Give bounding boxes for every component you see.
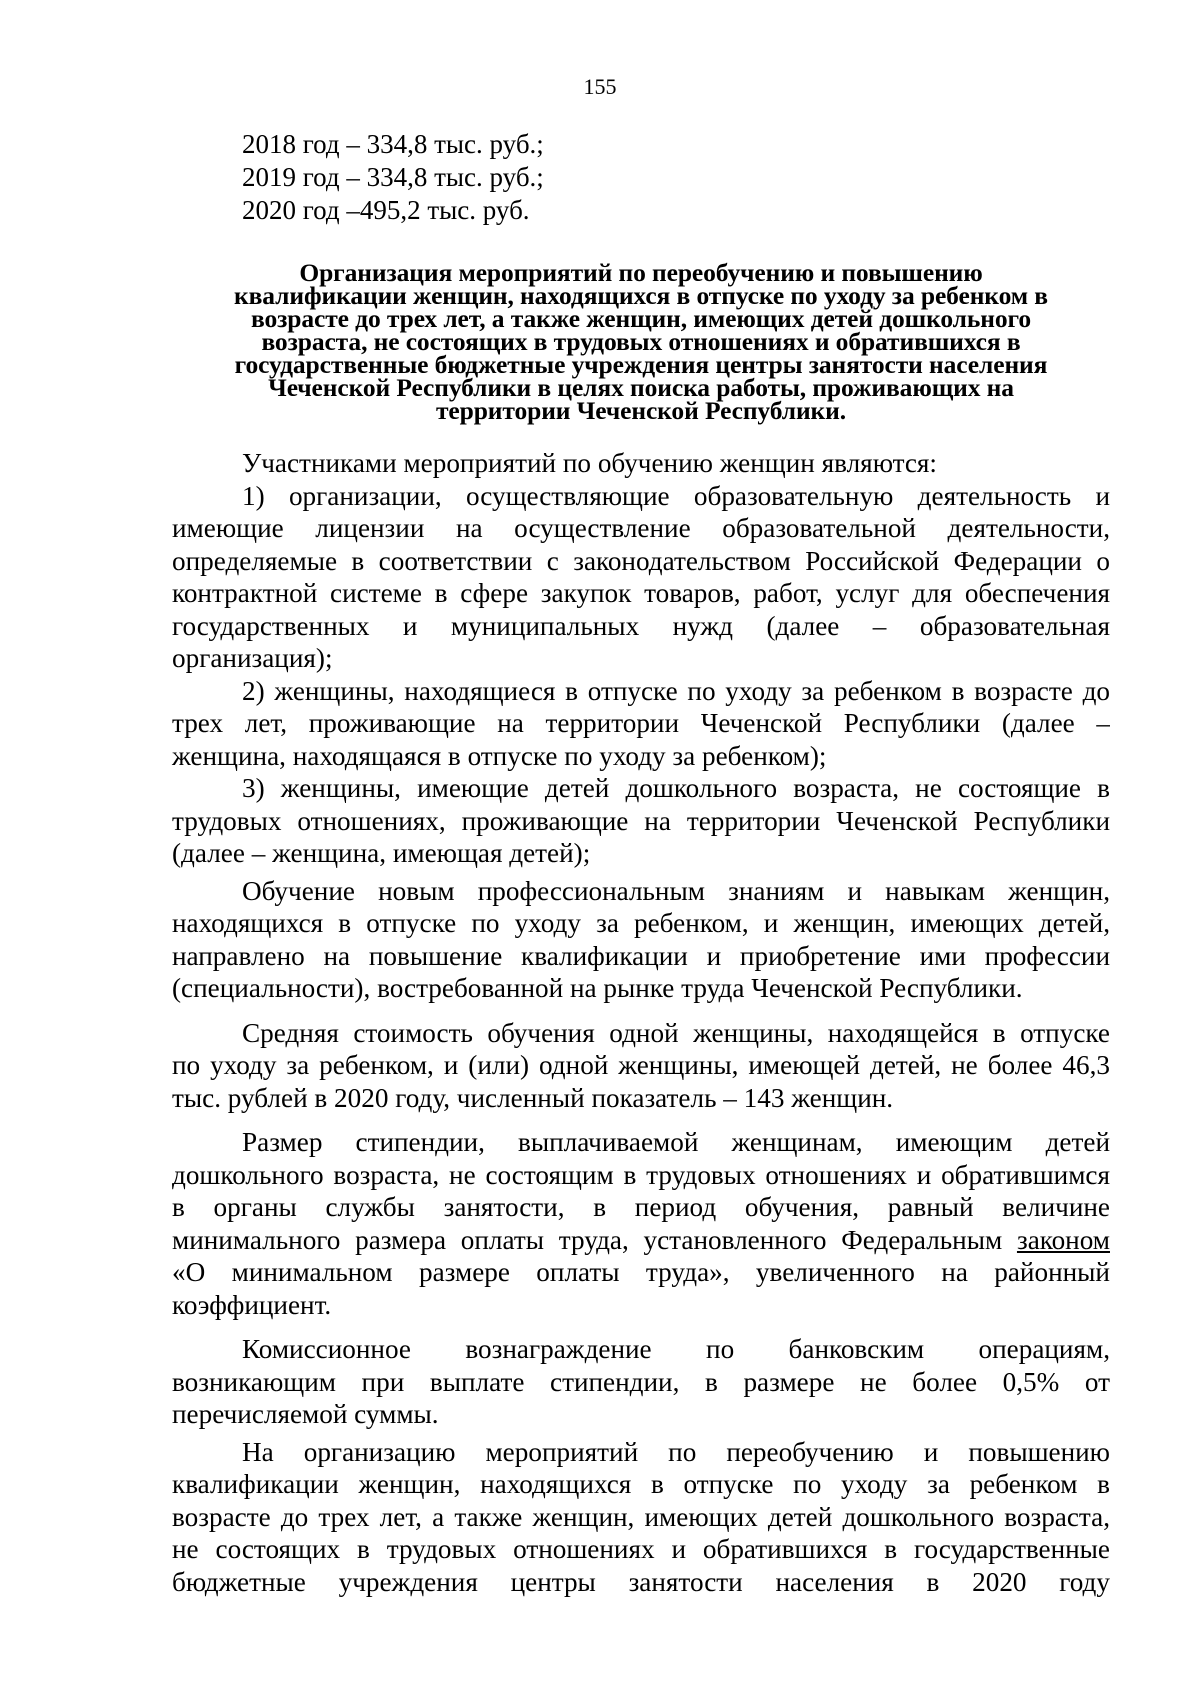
section-title-line: Чеченской Республики в целях поиска работы, проживающих на [268, 373, 1014, 402]
paragraph-line: бюджетные учреждения центры занятости населения в 2020 году [172, 1566, 1110, 1597]
paragraph-line: 1) организации, осуществляющие образовательную деятельность и [242, 480, 1110, 511]
stipend-paragraph [172, 1126, 1110, 1321]
section-title-line: Организация мероприятий по переобучению и повышению [299, 258, 983, 287]
commission-paragraph [172, 1333, 1110, 1431]
paragraph-line: квалификации женщин, находящихся в отпуске по уходу за ребенком в [172, 1469, 1110, 1499]
paragraph-line: «О минимальном размере оплаты труда», увеличенного на районный [172, 1257, 1110, 1287]
paragraph-line: трудовых отношениях, проживающие на территории Чеченской Республики [172, 805, 1110, 836]
federal-law-link[interactable]: законом [1016, 1224, 1110, 1255]
training-paragraph [172, 875, 1110, 1005]
paragraph-line: (далее – женщина, имеющая детей); [172, 838, 591, 868]
cost-paragraph [172, 1017, 1110, 1115]
budget-line-2018: 2018 год – 334,8 тыс. руб.; [242, 129, 544, 159]
paragraph-line: Средняя стоимость обучения одной женщины, находящейся в отпуске [242, 1017, 1110, 1048]
body-text [172, 447, 1110, 1598]
budget-list [242, 128, 544, 227]
paragraph-line: Комиссионное вознаграждение по банковским операциям, [242, 1334, 1110, 1364]
section-title [172, 258, 1110, 425]
participant-item-1 [172, 480, 1110, 675]
intro-paragraph [172, 447, 1110, 480]
paragraph-line: трех лет, проживающие на территории Чеченской Республики (далее – [172, 708, 1110, 738]
budget-line-2020: 2020 год –495,2 тыс. руб. [242, 195, 530, 225]
paragraph-line: женщина, находящаяся в отпуске по уходу за ребенком); [172, 740, 827, 771]
section-title-line: квалификации женщин, находящихся в отпуске по уходу за ребенком в [234, 281, 1048, 310]
paragraph-line: определяемые в соответствии с законодательством Российской Федерации о [172, 545, 1110, 576]
paragraph-line: Обучение новым профессиональным знаниям и навыкам женщин, [242, 875, 1110, 906]
paragraph-line: направлено на повышение квалификации и приобретение ими профессии [172, 940, 1110, 971]
paragraph-line: возникающим при выплате стипендии, в размере не более 0,5% от [172, 1366, 1110, 1397]
paragraph-line: в органы службы занятости, в период обучения, равный величине [172, 1192, 1110, 1222]
intro-line: Участниками мероприятий по обучению женщин являются: [242, 448, 937, 478]
paragraph-line: Размер стипендии, выплачиваемой женщинам, имеющим детей [242, 1127, 1110, 1157]
stipend-line-text: минимального размера оплаты труда, установленного Федеральным [172, 1224, 1003, 1255]
paragraph-line: по уходу за ребенком, и (или) одной женщины, имеющей детей, не более 46,3 [172, 1050, 1110, 1080]
paragraph-line: коэффициент. [172, 1289, 332, 1320]
paragraph-line: дошкольного возраста, не состоящим в трудовых отношениях и обратившимся [172, 1159, 1110, 1190]
section-title-line: государственные бюджетные учреждения центры занятости населения [234, 350, 1048, 379]
paragraph-line: 2) женщины, находящиеся в отпуске по уходу за ребенком в возрасте до [242, 675, 1110, 706]
participant-item-2 [172, 675, 1110, 773]
paragraph-line: тыс. рублей в 2020 году, численный показатель – 143 женщин. [172, 1082, 894, 1113]
paragraph-line: контрактной системе в сфере закупок товаров, работ, услуг для обеспечения [172, 578, 1110, 608]
paragraph-line: перечисляемой суммы. [172, 1399, 439, 1429]
section-title-line: возрасте до трех лет, а также женщин, имеющих детей дошкольного [250, 304, 1032, 333]
paragraph-line: На организацию мероприятий по переобучению и повышению [242, 1436, 1110, 1467]
paragraph-line [172, 1224, 1110, 1257]
funding-paragraph [172, 1436, 1110, 1599]
paragraph-line: организация); [172, 643, 333, 673]
paragraph-line: возрасте до трех лет, а также женщин, имеющих детей дошкольного возраста, [172, 1501, 1110, 1532]
budget-line-2019: 2019 год – 334,8 тыс. руб.; [242, 162, 544, 192]
paragraph-line: 3) женщины, имеющие детей дошкольного возраста, не состоящие в [242, 773, 1110, 803]
section-title-line: возраста, не состоящих в трудовых отношениях и обратившихся в [261, 327, 1021, 356]
paragraph-line: (специальности), востребованной на рынке труда Чеченской Республики. [172, 973, 1023, 1003]
page-number: 155 [583, 74, 617, 99]
section-title-line: территории Чеченской Республики. [435, 396, 847, 425]
participant-item-3 [172, 772, 1110, 870]
paragraph-line: государственных и муниципальных нужд (далее – образовательная [172, 610, 1110, 641]
paragraph-line: имеющие лицензии на осуществление образовательной деятельности, [172, 513, 1110, 543]
paragraph-line: находящихся в отпуске по уходу за ребенком, и женщин, имеющих детей, [172, 908, 1110, 938]
paragraph-line: не состоящих в трудовых отношениях и обратившихся в государственные [172, 1534, 1110, 1564]
